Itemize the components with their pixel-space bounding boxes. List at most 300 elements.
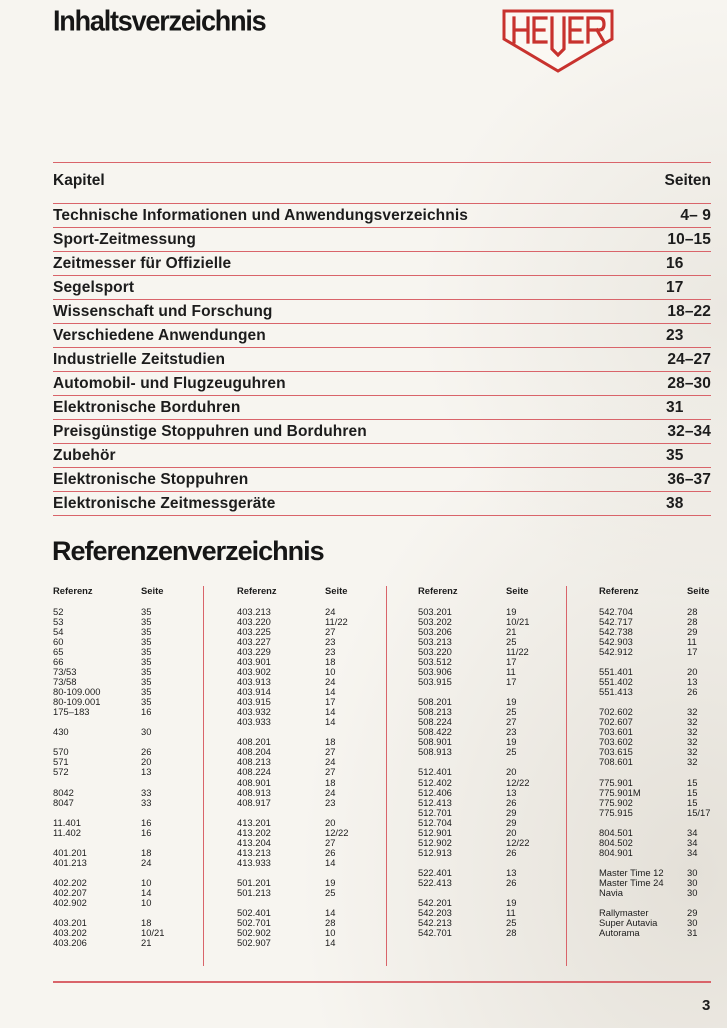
toc-chapter: Zeitmesser für Offizielle	[53, 255, 232, 272]
page-number: 3	[702, 997, 711, 1014]
divider	[53, 467, 711, 468]
reference-row	[53, 656, 213, 666]
toc-chapter: Segelsport	[53, 279, 135, 296]
reference-row	[599, 646, 727, 656]
reference-page: 19	[506, 736, 517, 748]
heuer-logo	[502, 9, 614, 73]
reference-page: 13	[687, 676, 698, 688]
reference-number: 403.902	[237, 666, 271, 678]
reference-number: 403.901	[237, 656, 271, 668]
reference-number: 501.201	[237, 876, 271, 888]
reference-row	[418, 666, 578, 676]
reference-page: 10/21	[141, 926, 165, 938]
reference-row	[599, 666, 727, 676]
reference-number: 402.902	[53, 896, 87, 908]
reference-page: 28	[325, 916, 336, 928]
reference-number: 408.901	[237, 776, 271, 788]
reference-page: 12/22	[506, 836, 530, 848]
toc-chapter: Sport-Zeitmessung	[53, 231, 196, 248]
reference-number: 804.502	[599, 836, 633, 848]
reference-row	[237, 817, 397, 827]
reference-page: 32	[687, 756, 698, 768]
reference-row	[53, 686, 213, 696]
reference-number: 512.401	[418, 766, 452, 778]
reference-number: 403.201	[53, 916, 87, 928]
reference-number: 542.201	[418, 896, 452, 908]
reference-number: 403.914	[237, 686, 271, 698]
reference-number: 11.402	[53, 826, 81, 838]
reference-page: 27	[506, 716, 517, 728]
reference-number: 73/53	[53, 666, 77, 678]
reference-row	[237, 756, 397, 766]
reference-row	[53, 827, 213, 837]
reference-number: 80-109.000	[53, 686, 101, 698]
reference-row	[418, 706, 578, 716]
reference-number: 408.201	[237, 736, 271, 748]
reference-page: 35	[141, 606, 152, 617]
reference-page: 28	[687, 616, 698, 628]
divider	[53, 395, 711, 396]
reference-page: 24	[325, 786, 336, 798]
column-header-seite: Seite	[325, 585, 348, 596]
reference-number: Autorama	[599, 926, 640, 938]
reference-number: 503.202	[418, 616, 452, 628]
reference-page: 15/17	[687, 806, 711, 818]
reference-number: 512.402	[418, 776, 452, 788]
toc-pages: 23	[666, 327, 684, 344]
reference-row	[53, 817, 213, 827]
reference-row	[237, 646, 397, 656]
reference-row	[599, 606, 727, 616]
reference-page: 27	[325, 746, 336, 758]
toc-pages: 24–27	[667, 351, 711, 368]
reference-number: 413.202	[237, 826, 271, 838]
reference-page: 23	[325, 646, 336, 658]
toc-pages: 32–34	[667, 423, 711, 440]
reference-page: 18	[141, 916, 152, 928]
divider	[53, 323, 711, 324]
reference-page: 20	[141, 756, 152, 768]
reference-number: 508.224	[418, 716, 452, 728]
reference-row	[418, 807, 578, 817]
reference-page: 28	[687, 606, 698, 617]
reference-number: 54	[53, 626, 64, 638]
reference-number: 542.903	[599, 636, 633, 648]
reference-row	[237, 746, 397, 756]
reference-page: 25	[506, 636, 517, 648]
reference-page: 35	[141, 676, 152, 688]
reference-number: 503.201	[418, 606, 452, 617]
toc-row	[53, 375, 711, 397]
toc-row	[53, 495, 711, 517]
reference-number: 804.501	[599, 826, 633, 838]
toc-chapter: Automobil- und Flugzeuguhren	[53, 375, 286, 392]
reference-number: Master Time 12	[599, 866, 664, 878]
reference-page: 29	[506, 806, 517, 818]
toc-pages: 28–30	[667, 375, 711, 392]
reference-page: 26	[141, 746, 152, 758]
reference-page: 35	[141, 646, 152, 658]
reference-number: 503.906	[418, 666, 452, 678]
toc-pages: 38	[666, 495, 684, 512]
reference-page: 32	[687, 736, 698, 748]
reference-page: 23	[325, 796, 336, 808]
reference-page: 15	[687, 796, 698, 808]
reference-row	[418, 646, 578, 656]
reference-page: 30	[687, 876, 698, 888]
reference-row	[53, 897, 213, 907]
reference-row	[53, 606, 213, 616]
reference-row	[599, 787, 727, 797]
reference-row	[599, 917, 727, 927]
divider	[53, 491, 711, 492]
reference-number: 508.201	[418, 696, 452, 708]
divider	[53, 162, 711, 163]
reference-number: 542.738	[599, 626, 633, 638]
toc-row	[53, 279, 711, 301]
reference-row	[237, 917, 397, 927]
column-header-referenz: Referenz	[53, 585, 93, 596]
reference-number: 503.206	[418, 626, 452, 638]
divider	[53, 371, 711, 372]
reference-page: 19	[506, 696, 517, 708]
toc-row	[53, 207, 711, 229]
reference-row	[237, 937, 397, 947]
reference-row	[53, 726, 213, 736]
column-separator	[386, 586, 387, 966]
reference-page: 15	[687, 786, 698, 798]
reference-row	[237, 666, 397, 676]
reference-row	[53, 787, 213, 797]
toc-chapter: Technische Informationen und Anwendungsverzeichnis	[53, 207, 468, 224]
reference-row	[237, 736, 397, 746]
reference-page: 21	[141, 936, 152, 948]
reference-number: 708.601	[599, 756, 633, 768]
reference-page: 35	[141, 686, 152, 698]
reference-page: 26	[506, 876, 517, 888]
reference-number: 551.402	[599, 676, 633, 688]
reference-number: 175–183	[53, 706, 90, 718]
reference-number: 512.913	[418, 846, 452, 858]
reference-number: Rallymaster	[599, 906, 649, 918]
column-header-referenz: Referenz	[599, 585, 639, 596]
reference-number: 508.913	[418, 746, 452, 758]
reference-number: 8047	[53, 796, 74, 808]
reference-row	[237, 656, 397, 666]
reference-number: 775.902	[599, 796, 633, 808]
reference-number: Navia	[599, 886, 623, 898]
reference-row	[418, 777, 578, 787]
reference-page: 35	[141, 626, 152, 638]
reference-page: 30	[687, 866, 698, 878]
reference-page: 14	[325, 856, 336, 868]
reference-row	[237, 766, 397, 776]
reference-number: 703.615	[599, 746, 633, 758]
reference-number: 402.202	[53, 876, 87, 888]
reference-number: 512.901	[418, 826, 452, 838]
reference-row	[237, 887, 397, 897]
reference-row	[53, 847, 213, 857]
reference-page: 29	[687, 906, 698, 918]
reference-number: 408.204	[237, 746, 271, 758]
reference-page: 25	[506, 916, 517, 928]
reference-number: Master Time 24	[599, 876, 664, 888]
divider	[53, 275, 711, 276]
reference-row	[599, 927, 727, 937]
reference-page: 25	[325, 886, 336, 898]
reference-page: 13	[141, 766, 152, 778]
reference-page: 30	[141, 726, 152, 738]
reference-number: 570	[53, 746, 69, 758]
references-title: Referenzenverzeichnis	[52, 536, 324, 566]
reference-page: 15	[687, 776, 698, 788]
reference-row	[237, 787, 397, 797]
reference-page: 25	[506, 706, 517, 718]
reference-number: 542.704	[599, 606, 633, 617]
reference-page: 24	[325, 676, 336, 688]
reference-row	[418, 696, 578, 706]
reference-row	[53, 766, 213, 776]
reference-page: 14	[325, 906, 336, 918]
reference-number: 403.220	[237, 616, 271, 628]
reference-number: 551.413	[599, 686, 633, 698]
reference-page: 11	[506, 906, 516, 918]
reference-page: 26	[687, 686, 698, 698]
reference-row	[237, 827, 397, 837]
reference-number: 542.203	[418, 906, 452, 918]
reference-number: 703.602	[599, 736, 633, 748]
reference-page: 24	[325, 756, 336, 768]
reference-page: 35	[141, 616, 152, 628]
reference-page: 12/22	[325, 826, 349, 838]
reference-row	[53, 626, 213, 636]
reference-page: 27	[325, 766, 336, 778]
reference-number: 65	[53, 646, 64, 658]
toc-row	[53, 471, 711, 493]
reference-page: 31	[687, 926, 698, 938]
reference-page: 16	[141, 706, 152, 718]
reference-number: 60	[53, 636, 64, 648]
reference-number: 508.213	[418, 706, 452, 718]
reference-number: 703.601	[599, 726, 633, 738]
reference-page: 27	[325, 836, 336, 848]
reference-number: 508.901	[418, 736, 452, 748]
reference-number: 502.701	[237, 916, 271, 928]
reference-row	[418, 656, 578, 666]
reference-row	[418, 636, 578, 646]
reference-page: 17	[506, 676, 517, 688]
toc-row	[53, 303, 711, 325]
reference-row	[237, 706, 397, 716]
toc-pages: 17	[666, 279, 684, 296]
toc-chapter: Industrielle Zeitstudien	[53, 351, 226, 368]
reference-number: 502.907	[237, 936, 271, 948]
reference-row	[418, 787, 578, 797]
reference-row	[599, 827, 727, 837]
reference-row	[418, 907, 578, 917]
reference-row	[599, 676, 727, 686]
reference-row	[418, 817, 578, 827]
reference-number: 502.902	[237, 926, 271, 938]
reference-number: 571	[53, 756, 69, 768]
reference-page: 18	[325, 656, 336, 668]
reference-row	[599, 716, 727, 726]
reference-row	[599, 736, 727, 746]
reference-row	[599, 726, 727, 736]
toc-row	[53, 399, 711, 421]
reference-page: 35	[141, 666, 152, 678]
reference-page: 25	[506, 746, 517, 758]
reference-page: 29	[687, 626, 698, 638]
reference-row	[418, 877, 578, 887]
reference-number: 11.401	[53, 816, 81, 828]
reference-number: 408.917	[237, 796, 271, 808]
reference-page: 19	[506, 606, 517, 617]
toc-pages: 36–37	[667, 471, 711, 488]
reference-number: 430	[53, 726, 69, 738]
reference-number: 408.224	[237, 766, 271, 778]
reference-row	[237, 626, 397, 636]
reference-number: 702.607	[599, 716, 633, 728]
toc-chapter: Elektronische Borduhren	[53, 399, 241, 416]
reference-page: 11/22	[325, 616, 348, 628]
reference-page: 33	[141, 786, 152, 798]
toc-row	[53, 327, 711, 349]
reference-page: 21	[506, 626, 517, 638]
reference-page: 32	[687, 726, 698, 738]
reference-page: 32	[687, 706, 698, 718]
reference-row	[599, 626, 727, 636]
reference-row	[53, 877, 213, 887]
reference-page: 19	[325, 876, 336, 888]
divider	[53, 227, 711, 228]
reference-number: 408.213	[237, 756, 271, 768]
reference-row	[599, 686, 727, 696]
reference-row	[53, 917, 213, 927]
divider	[53, 347, 711, 348]
reference-row	[53, 937, 213, 947]
reference-row	[53, 927, 213, 937]
reference-number: 551.401	[599, 666, 633, 678]
reference-number: 775.901	[599, 776, 633, 788]
reference-page: 23	[325, 636, 336, 648]
reference-page: 17	[687, 646, 698, 658]
reference-row	[599, 887, 727, 897]
reference-page: 24	[141, 856, 152, 868]
divider	[53, 515, 711, 516]
reference-page: 13	[506, 866, 517, 878]
reference-number: 52	[53, 606, 64, 617]
reference-row	[418, 766, 578, 776]
reference-row	[53, 696, 213, 706]
reference-row	[418, 917, 578, 927]
reference-page: 29	[506, 816, 517, 828]
reference-number: 66	[53, 656, 64, 668]
reference-page: 33	[141, 796, 152, 808]
reference-row	[237, 797, 397, 807]
toc-row	[53, 423, 711, 445]
reference-page: 35	[141, 696, 152, 708]
reference-page: 26	[506, 846, 517, 858]
reference-number: 522.401	[418, 866, 452, 878]
reference-page: 16	[141, 826, 152, 838]
reference-number: 403.202	[53, 926, 87, 938]
reference-row	[53, 666, 213, 676]
reference-number: 403.933	[237, 716, 271, 728]
reference-row	[53, 797, 213, 807]
reference-number: 53	[53, 616, 64, 628]
column-separator	[566, 586, 567, 966]
reference-page: 17	[506, 656, 517, 668]
reference-page: 26	[506, 796, 517, 808]
reference-row	[237, 606, 397, 616]
reference-number: 413.213	[237, 846, 271, 858]
reference-number: 408.913	[237, 786, 271, 798]
reference-number: 401.201	[53, 846, 87, 858]
reference-row	[237, 857, 397, 867]
reference-number: 502.401	[237, 906, 271, 918]
reference-number: Super Autavia	[599, 916, 658, 928]
reference-page: 13	[506, 786, 517, 798]
reference-number: 503.213	[418, 636, 452, 648]
reference-row	[599, 777, 727, 787]
column-header-referenz: Referenz	[418, 585, 458, 596]
reference-number: 512.406	[418, 786, 452, 798]
reference-row	[418, 606, 578, 616]
column-separator	[203, 586, 204, 966]
reference-row	[53, 676, 213, 686]
reference-row	[418, 626, 578, 636]
reference-row	[599, 756, 727, 766]
column-header-seite: Seite	[687, 585, 710, 596]
divider	[53, 251, 711, 252]
reference-row	[599, 867, 727, 877]
reference-number: 402.207	[53, 886, 87, 898]
reference-row	[418, 847, 578, 857]
reference-row	[237, 877, 397, 887]
reference-row	[418, 726, 578, 736]
toc-chapter: Zubehör	[53, 447, 116, 464]
toc-row	[53, 351, 711, 373]
reference-page: 11/22	[506, 646, 529, 658]
reference-page: 14	[325, 936, 336, 948]
reference-row	[418, 897, 578, 907]
reference-number: 403.932	[237, 706, 271, 718]
toc-chapter: Preisgünstige Stoppuhren und Borduhren	[53, 423, 367, 440]
reference-page: 10	[141, 896, 152, 908]
reference-number: 8042	[53, 786, 74, 798]
reference-row	[418, 867, 578, 877]
reference-page: 26	[325, 846, 336, 858]
reference-number: 512.902	[418, 836, 452, 848]
reference-number: 512.701	[418, 806, 452, 818]
reference-page: 11	[687, 636, 697, 648]
reference-page: 20	[325, 816, 336, 828]
reference-page: 14	[141, 886, 152, 898]
reference-number: 401.213	[53, 856, 87, 868]
reference-page: 10	[325, 666, 336, 678]
reference-row	[237, 927, 397, 937]
reference-row	[53, 756, 213, 766]
reference-number: 804.901	[599, 846, 633, 858]
reference-page: 14	[325, 686, 336, 698]
toc-chapter: Elektronische Stoppuhren	[53, 471, 249, 488]
reference-row	[237, 837, 397, 847]
divider	[53, 203, 711, 204]
reference-number: 775.901M	[599, 786, 641, 798]
reference-number: 775.915	[599, 806, 633, 818]
toc-chapter: Wissenschaft und Forschung	[53, 303, 273, 320]
